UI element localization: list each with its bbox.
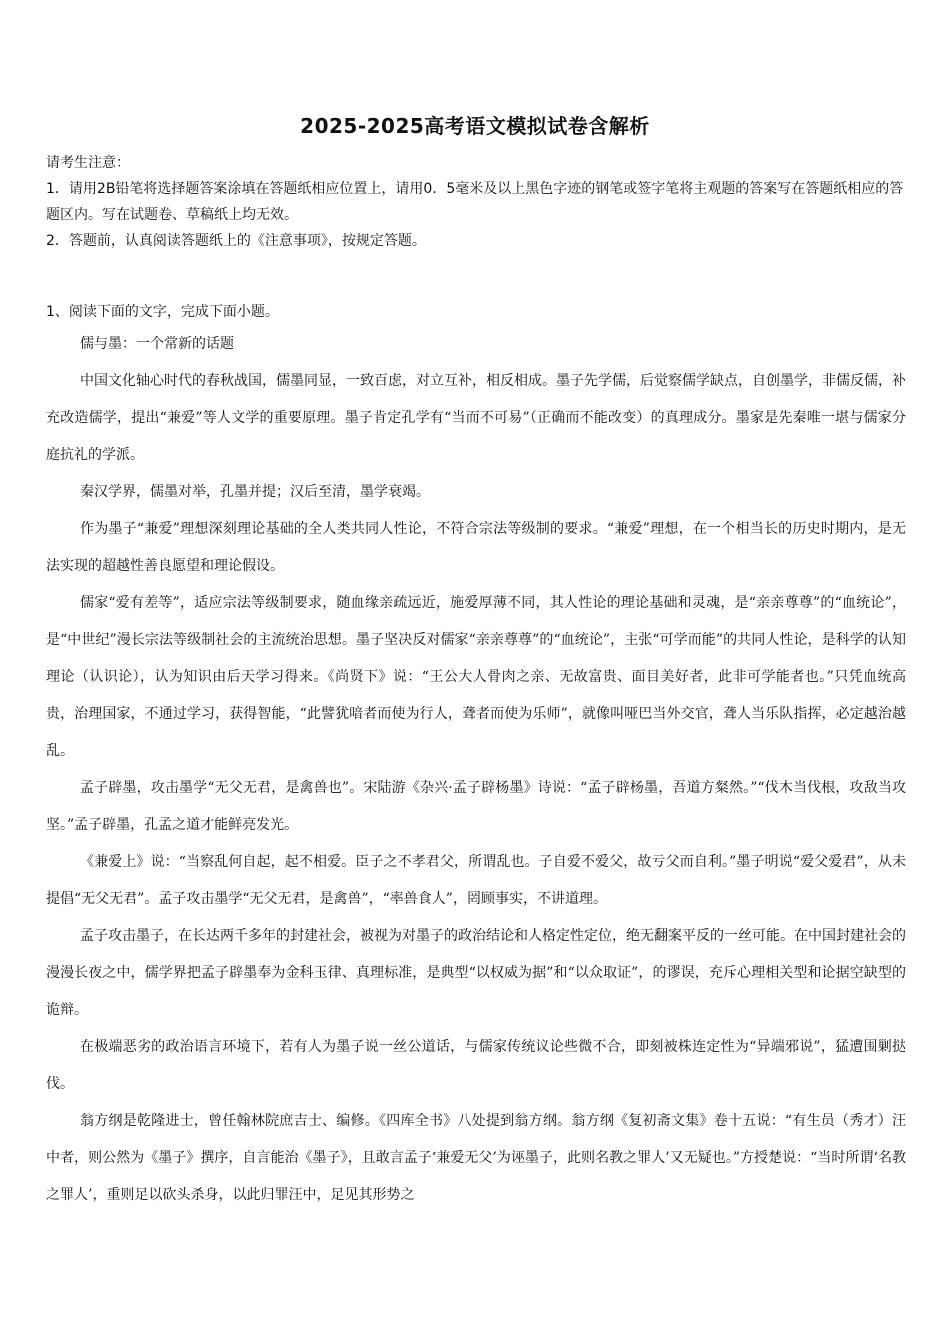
reading-passage (46, 298, 906, 1214)
passage-paragraph: 孟子辟墨，攻击墨学“无父无君，是禽兽也”。宋陆游《杂兴·孟子辟杨墨》诗说：“孟子辟杨墨，吾道方粲然。”“伐木当伐根，攻敌当攻坚。”孟子辟墨，孔孟之道才能鲜亮发光。 (46, 780, 906, 833)
passage-paragraph: 孟子攻击墨子，在长达两千多年的封建社会，被视为对墨子的政治结论和人格定性定位，绝无翻案平反的一丝可能。在中国封建社会的漫漫长夜之中，儒学界把孟子辟墨奉为金科玉律、真理标准，是典型“以权威为据”和“以众取证”，的谬误，充斥心理相关型和论据空缺型的诡辩。 (46, 928, 906, 1018)
question-prompt: 1、阅读下面的文字，完成下面小题。 (46, 304, 279, 320)
passage-paragraph: 《兼爱上》说：“当察乱何自起，起不相爱。臣子之不孝君父，所谓乱也。子自爱不爱父，故亏父而自利。”墨子明说“爱父爱君”，从未提倡“无父无君”。孟子攻击墨学“无父无君，是禽兽”，“率兽食人”，罔顾事实，不讲道理。 (46, 854, 906, 907)
article-title: 儒与墨：一个常新的话题 (80, 336, 234, 352)
passage-paragraph: 在极端恶劣的政治语言环境下，若有人为墨子说一丝公道话，与儒家传统议论些微不合，即刻被株连定性为“异端邪说”，猛遭围剿挞伐。 (46, 1039, 906, 1092)
passage-paragraph: 作为墨子“兼爱”理想深刻理论基础的全人类共同人性论，不符合宗法等级制的要求。“兼爱”理想，在一个相当长的历史时期内，是无法实现的超越性善良愿望和理论假设。 (46, 521, 906, 574)
passage-paragraph: 中国文化轴心时代的春秋战国，儒墨同显，一致百虑，对立互补，相反相成。墨子先学儒，后觉察儒学缺点，自创墨学，非儒反儒，补充改造儒学，提出“兼爱”等人文学的重要原理。墨子肯定孔学有“当而不可易”（正确而不能改变）的真理成分。墨家是先秦唯一堪与儒家分庭抗礼的学派。 (46, 373, 906, 463)
exam-notice (46, 150, 906, 254)
page-title: 2025-2025高考语文模拟试卷含解析 (300, 114, 650, 138)
passage-paragraph: 翁方纲是乾隆进士，曾任翰林院庶吉士、编修。《四库全书》八处提到翁方纲。翁方纲《复初斋文集》卷十五说：“有生员（秀才）汪中者，则公然为《墨子》撰序，自言能治《墨子》，且敢言孟子‘兼爱无父’为诬墨子，此则名教之罪人’又无疑也。”方授楚说：“当时所谓‘名教之罪人’，重则足以砍头杀身，以此归罪汪中，足见其形势之 (46, 1113, 906, 1203)
notice-item: 2．答题前，认真阅读答题纸上的《注意事项》，按规定答题。 (46, 233, 426, 249)
passage-paragraph: 秦汉学界，儒墨对举，孔墨并提；汉后至清，墨学衰竭。 (80, 484, 430, 500)
notice-item: 1．请用2B铅笔将选择题答案涂填在答题纸相应位置上，请用0．5毫米及以上黑色字迹的钢笔或签字笔将主观题的答案写在答题纸相应的答题区内。写在试题卷、草稿纸上均无效。 (46, 181, 904, 223)
notice-heading: 请考生注意： (46, 155, 130, 171)
passage-paragraph: 儒家“爱有差等”，适应宗法等级制要求，随血缘亲疏远近，施爱厚薄不同，其人性论的理论基础和灵魂，是“亲亲尊尊”的“血统论”，是“中世纪”漫长宗法等级制社会的主流统治思想。墨子坚决反对儒家“亲亲尊尊”的“血统论”，主张“可学而能”的共同人性论，是科学的认知理论（认识论），认为知识由后天学习得来。《尚贤下》说：“王公大人骨肉之亲、无故富贵、面目美好者，此非可学能者也。”只凭血统高贵，治理国家，不通过学习，获得智能，“此譬犹喑者而使为行人，聋者而使为乐师”，就像叫哑巴当外交官，聋人当乐队指挥，必定越治越乱。 (46, 595, 906, 759)
